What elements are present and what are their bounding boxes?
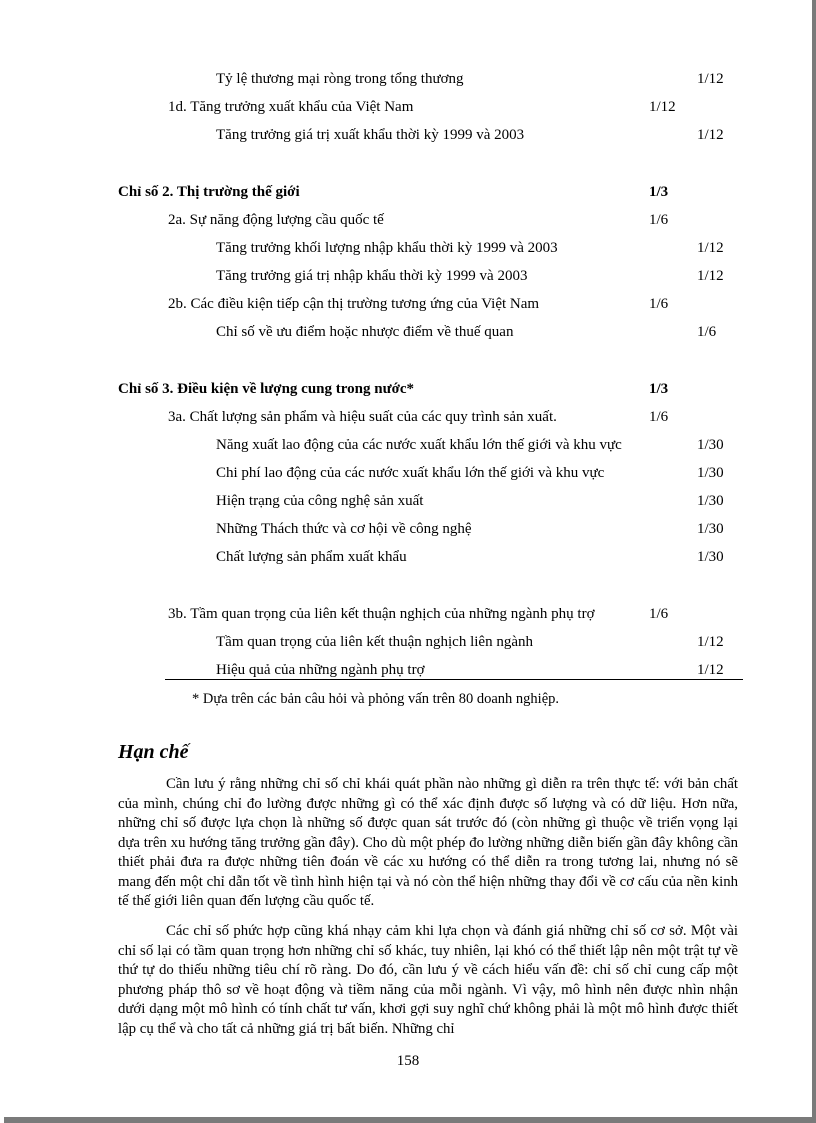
row-weight: 1/6 <box>649 606 669 622</box>
row-label: Chất lượng sản phẩm xuất khẩu <box>216 549 407 565</box>
row-weight: 1/12 <box>697 127 724 143</box>
body-paragraph: Các chỉ số phức hợp cũng khá nhạy cảm khi lựa chọn và đánh giá những chỉ số cơ sở. Một vài chỉ số lại có tầm quan trọng hơn những chỉ số khác, tuy nhiên, lại khó có thể thiết lập nên một trật tự về thứ tự do thiếu những tiêu chí rõ ràng. Do đó, cần lưu ý về cách hiểu vấn đề: chỉ số chỉ cung cấp một phương pháp thô sơ về hoạt động và tiềm năng của mỗi ngành. Vì vậy, mô hình nên được nhìn nhận dưới dạng một mô hình có tính chất tư vấn, khơi gợi suy nghĩ chứ không phải là một mô hình được thiết lập cụ thể và cho tất cả những giá trị bất biến. Những chỉ <box>118 923 738 1037</box>
row-weight: 1/12 <box>697 71 724 87</box>
row-weight: 1/30 <box>697 465 724 481</box>
row-weight: 1/12 <box>697 268 724 284</box>
table-footnote: * Dựa trên các bản câu hỏi và phỏng vấn trên 80 doanh nghiệp. <box>192 691 560 707</box>
row-label: Tăng trưởng giá trị nhập khẩu thời kỳ 1999 và 2003 <box>216 268 528 284</box>
row-weight: 1/3 <box>649 184 669 200</box>
row-label: Hiệu quả của những ngành phụ trợ <box>216 662 425 678</box>
row-label: 3a. Chất lượng sản phẩm và hiệu suất của các quy trình sản xuất. <box>168 409 557 425</box>
row-label: 2a. Sự năng động lượng cầu quốc tế <box>168 212 384 228</box>
row-label: Chỉ số 3. Điều kiện về lượng cung trong nước* <box>118 381 415 397</box>
row-weight: 1/3 <box>649 381 669 397</box>
row-weight: 1/12 <box>697 634 724 650</box>
row-label: Hiện trạng của công nghệ sản xuất <box>216 493 424 509</box>
row-weight: 1/6 <box>649 212 669 228</box>
page-number: 158 <box>396 1053 420 1069</box>
row-label: 1d. Tăng trưởng xuất khẩu của Việt Nam <box>168 99 414 115</box>
row-label: Chỉ số về ưu điểm hoặc nhược điểm về thuế quan <box>216 324 514 340</box>
row-label: Chỉ số 2. Thị trường thế giới <box>118 184 300 200</box>
row-weight: 1/30 <box>697 521 724 537</box>
page-shadow-corner <box>0 1117 4 1123</box>
row-weight: 1/6 <box>697 324 717 340</box>
section-heading: Hạn chế <box>118 741 189 763</box>
row-weight: 1/6 <box>649 409 669 425</box>
row-weight: 1/30 <box>697 437 724 453</box>
row-weight: 1/12 <box>697 662 724 678</box>
body-paragraph: Cần lưu ý rằng những chỉ số chỉ khái quát phần nào những gì diễn ra trên thực tế: với bản chất của mình, chúng chỉ đo lường được những gì có thể xác định được số lượng và có dữ liệu. Hơn nữa, những chỉ số được lựa chọn là những số được quan sát trước đó (còn những gì thuộc về triển vọng lại dựa trên xu hướng tăng trưởng gần đây). Cho dù một phép đo lường những diễn biến gần đây không cần thiết phải đưa ra được những tiên đoán về các xu hướng có thể diễn ra trong tương lai, nhưng nó sẽ mang đến một chỉ dẫn tốt về tình hình hiện tại và nó còn thể hiện những thay đổi về cơ cấu của nền kinh tế thế giới liên quan đến lượng cầu quốc tế. <box>118 776 738 909</box>
page-shadow-bottom <box>4 1117 816 1123</box>
row-label: Tỷ lệ thương mại ròng trong tổng thương <box>216 71 464 87</box>
row-label: Những Thách thức và cơ hội về công nghệ <box>216 521 472 537</box>
page-shadow-right <box>812 0 816 1118</box>
row-label: Tăng trưởng giá trị xuất khẩu thời kỳ 1999 và 2003 <box>216 127 525 143</box>
row-weight: 1/30 <box>697 549 724 565</box>
row-label: Năng xuất lao động của các nước xuất khẩu lớn thế giới và khu vực <box>216 437 622 453</box>
row-label: Tầm quan trọng của liên kết thuận nghịch liên ngành <box>216 634 533 650</box>
row-label: 3b. Tầm quan trọng của liên kết thuận nghịch của những ngành phụ trợ <box>168 606 595 622</box>
row-weight: 1/6 <box>649 296 669 312</box>
row-weight: 1/30 <box>697 493 724 509</box>
row-label: 2b. Các điều kiện tiếp cận thị trường tương ứng của Việt Nam <box>168 296 540 312</box>
row-weight: 1/12 <box>697 240 724 256</box>
table-bottom-rule <box>165 679 743 680</box>
row-label: Tăng trưởng khối lượng nhập khẩu thời kỳ 1999 và 2003 <box>216 240 558 256</box>
row-label: Chi phí lao động của các nước xuất khẩu lớn thế giới và khu vực <box>216 465 605 481</box>
row-weight: 1/12 <box>649 99 676 115</box>
